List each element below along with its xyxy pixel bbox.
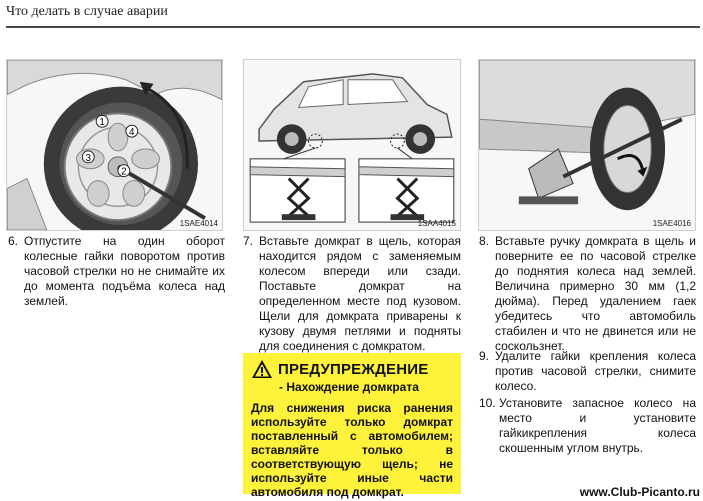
jack-points-illustration	[244, 60, 460, 230]
warning-body: Для снижения риска ранения используйте только домкрат поставленный с автомобилем; вставляйте только в соответствующую щель; не используйте иные части автомобиля под домкрат.	[251, 401, 453, 499]
step-6	[8, 234, 225, 309]
warning-subtitle: - Нахождение домкрата	[279, 380, 419, 394]
step-7	[243, 234, 461, 354]
marker-3: 3	[85, 152, 92, 164]
step-number: 6.	[8, 234, 19, 248]
step-text: Установите запасное колесо на место и установите гайкикрепления колеса скошенным углом внутрь.	[499, 396, 696, 455]
step-text: Удалите гайки крепления колеса против часовой стрелки, снимите колесо.	[495, 349, 696, 393]
jack-handle-illustration	[479, 60, 695, 230]
figure-jack-points	[243, 59, 461, 231]
section-title: Что делать в случае аварии	[6, 4, 168, 19]
lug-nut-markers	[7, 60, 222, 230]
step-10	[479, 396, 696, 456]
figure-code: 1SAE4016	[652, 219, 691, 228]
step-number: 7.	[243, 234, 254, 248]
section-header	[6, 2, 700, 28]
warning-header	[251, 359, 453, 379]
figure-code: 1SAA4015	[417, 219, 456, 228]
figure-jack-handle	[478, 59, 696, 231]
step-text: Вставьте ручку домкрата в щель и поверните ее по часовой стрелке до поднятия колеса над землей. Величина примерно 30 мм (1,2 дюйма). Перед удалением гаек убедитесь что автомобиль стабилен и что не двинется или не соскользнет.	[495, 234, 696, 353]
warning-title: ПРЕДУПРЕЖДЕНИЕ	[278, 360, 429, 378]
step-9	[479, 349, 696, 394]
marker-1: 1	[99, 117, 105, 129]
step-text: Вставьте домкрат в щель, которая находится рядом с заменяемым колесом впереди или сзади. Поставьте домкрат на определенном месте под кузовом. Щели для домкрата приварены к кузову двумя петлями и подняты для соединения с домкратом.	[259, 234, 461, 353]
figure-wheel-nuts	[6, 59, 223, 231]
step-number: 8.	[479, 234, 490, 248]
marker-4: 4	[129, 127, 135, 139]
warning-triangle-icon	[251, 359, 273, 379]
step-text: Отпустите на один оборот колесные гайки поворотом против часовой стрелки но не снимайте их до момента подъёма колеса над землей.	[24, 234, 225, 308]
step-8	[479, 234, 696, 354]
marker-2: 2	[121, 166, 127, 178]
step-number: 10.	[479, 396, 496, 410]
watermark: www.Club-Picanto.ru	[579, 485, 700, 499]
warning-box	[243, 353, 461, 499]
step-number: 9.	[479, 349, 490, 363]
figure-code: 1SAE4014	[179, 219, 218, 228]
